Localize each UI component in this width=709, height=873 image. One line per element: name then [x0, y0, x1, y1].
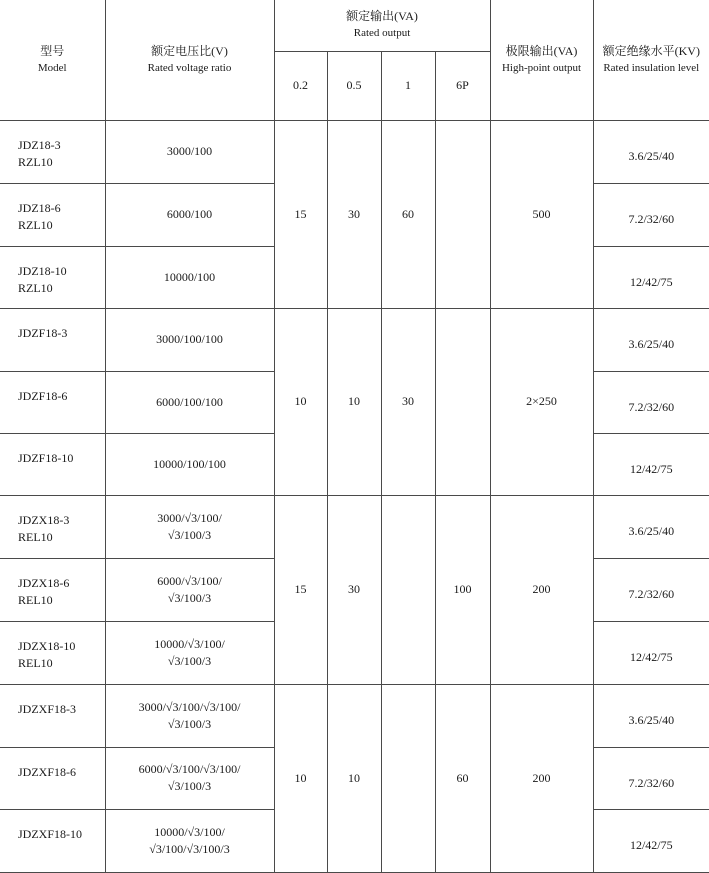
- ratio-cell: [105, 809, 274, 872]
- model-name: JDZF18-6: [18, 388, 68, 403]
- output-6p-cell: 60: [435, 684, 490, 872]
- output-0-5-cell: 30: [327, 120, 381, 308]
- output-1-cell: [381, 495, 435, 684]
- output-0-5-cell: 30: [327, 495, 381, 684]
- class-6p-header: 6P: [435, 51, 490, 120]
- table-row: [0, 120, 709, 183]
- model-cell: [0, 747, 105, 809]
- model-cell: [0, 495, 105, 558]
- output-header: [274, 0, 490, 51]
- model-name: JDZXF18-3: [18, 701, 77, 716]
- voltage-ratio: √3/100/3: [167, 527, 212, 542]
- model-cell: [0, 120, 105, 183]
- model-name: JDZXF18-10: [18, 826, 83, 841]
- ratio-header-zh: 额定电压比(V): [151, 43, 228, 58]
- model-cell: [0, 684, 105, 747]
- model-name: JDZ18-6: [18, 200, 61, 215]
- voltage-ratio: 3000/√3/100/: [157, 510, 222, 525]
- limit-header: [490, 0, 593, 120]
- model-name: REL10: [18, 655, 53, 670]
- ratio-cell: [105, 246, 274, 308]
- insulation-cell: 7.2/32/60: [593, 558, 709, 621]
- voltage-ratio: 3000/√3/100/√3/100/: [138, 699, 241, 714]
- output-header-en: Rated output: [353, 27, 411, 40]
- model-name: JDZ18-3: [18, 137, 61, 152]
- ratio-cell: [105, 558, 274, 621]
- ratio-cell: [105, 747, 274, 809]
- ratio-cell: [105, 433, 274, 495]
- table-row: [0, 684, 709, 747]
- ratio-cell: [105, 371, 274, 433]
- model-cell: [0, 433, 105, 495]
- limit-header-zh: 极限输出(VA): [505, 43, 578, 58]
- model-name: REL10: [18, 592, 53, 607]
- ratio-cell: [105, 495, 274, 558]
- insulation-header-zh: 额定绝缘水平(KV): [602, 43, 700, 58]
- insulation-cell: 7.2/32/60: [593, 371, 709, 433]
- model-cell: [0, 809, 105, 872]
- output-0-2-cell: 10: [274, 308, 327, 495]
- model-name: JDZX18-3: [18, 512, 70, 527]
- ratio-cell: [105, 621, 274, 684]
- model-cell: [0, 246, 105, 308]
- model-cell: [0, 371, 105, 433]
- model-name: JDZX18-10: [18, 638, 76, 653]
- model-name: RZL10: [18, 217, 53, 232]
- output-6p-cell: 100: [435, 495, 490, 684]
- output-0-5-cell: 10: [327, 308, 381, 495]
- model-cell: [0, 621, 105, 684]
- output-0-2-cell: 10: [274, 684, 327, 872]
- class-0-2-header: 0.2: [274, 51, 327, 120]
- output-0-5-cell: 10: [327, 684, 381, 872]
- spec-body: [0, 120, 709, 872]
- voltage-ratio: 6000/100/100: [156, 394, 223, 409]
- voltage-ratio: √3/100/3: [167, 590, 212, 605]
- voltage-ratio: 10000/√3/100/: [154, 824, 225, 839]
- class-1-header: 1: [381, 51, 435, 120]
- limit-header-en: High-point output: [501, 61, 582, 74]
- ratio-header-en: Rated voltage ratio: [147, 61, 232, 74]
- limit-output-cell: 500: [490, 120, 593, 308]
- limit-output-cell: 200: [490, 495, 593, 684]
- insulation-header: [593, 0, 709, 120]
- model-name: JDZ18-10: [18, 263, 67, 278]
- output-6p-cell: [435, 120, 490, 308]
- table-row: [0, 308, 709, 371]
- output-1-cell: 30: [381, 308, 435, 495]
- insulation-cell: 12/42/75: [593, 621, 709, 684]
- insulation-cell: 3.6/25/40: [593, 495, 709, 558]
- model-header: [0, 0, 105, 120]
- insulation-cell: 3.6/25/40: [593, 684, 709, 747]
- ratio-cell: [105, 183, 274, 246]
- output-6p-cell: [435, 308, 490, 495]
- voltage-ratio: √3/100/3: [167, 779, 212, 793]
- ratio-header: [105, 0, 274, 120]
- ratio-cell: [105, 120, 274, 183]
- insulation-cell: 12/42/75: [593, 809, 709, 872]
- insulation-header-en: Rated insulation level: [603, 61, 700, 74]
- limit-output-cell: 2×250: [490, 308, 593, 495]
- voltage-ratio: 6000/√3/100/: [157, 573, 222, 588]
- output-header-zh: 额定输出(VA): [346, 9, 418, 24]
- model-name: JDZXF18-6: [18, 764, 77, 779]
- model-header-en: Model: [37, 61, 67, 74]
- voltage-ratio: 6000/√3/100/√3/100/: [138, 762, 241, 776]
- insulation-cell: 12/42/75: [593, 433, 709, 495]
- model-cell: [0, 308, 105, 371]
- limit-output-cell: 200: [490, 684, 593, 872]
- model-name: RZL10: [18, 154, 53, 169]
- model-name: JDZX18-6: [18, 575, 70, 590]
- output-1-cell: 60: [381, 120, 435, 308]
- voltage-ratio: 10000/100: [163, 269, 216, 284]
- model-name: JDZF18-10: [18, 450, 74, 465]
- header-row-1: [0, 0, 709, 51]
- insulation-cell: 7.2/32/60: [593, 183, 709, 246]
- model-name: JDZF18-3: [18, 325, 68, 340]
- voltage-ratio: √3/100/3: [167, 716, 212, 731]
- model-name: REL10: [18, 529, 53, 544]
- output-0-2-cell: 15: [274, 120, 327, 308]
- voltage-ratio: 6000/100: [166, 207, 213, 221]
- model-cell: [0, 558, 105, 621]
- ratio-cell: [105, 308, 274, 371]
- voltage-ratio: √3/100/√3/100/3: [149, 841, 230, 856]
- table-row: [0, 495, 709, 558]
- ratio-cell: [105, 684, 274, 747]
- model-name: RZL10: [18, 280, 53, 295]
- class-0-5-header: 0.5: [327, 51, 381, 120]
- voltage-ratio: 3000/100: [166, 144, 213, 158]
- model-header-zh: 型号: [40, 43, 65, 58]
- model-cell: [0, 183, 105, 246]
- voltage-ratio: 10000/√3/100/: [154, 636, 225, 651]
- voltage-ratio: √3/100/3: [167, 653, 212, 668]
- voltage-ratio: 10000/100/100: [153, 456, 226, 471]
- insulation-cell: 3.6/25/40: [593, 308, 709, 371]
- insulation-cell: 12/42/75: [593, 246, 709, 308]
- voltage-ratio: 3000/100/100: [156, 332, 223, 346]
- output-1-cell: [381, 684, 435, 872]
- insulation-cell: 3.6/25/40: [593, 120, 709, 183]
- insulation-cell: 7.2/32/60: [593, 747, 709, 809]
- output-0-2-cell: 15: [274, 495, 327, 684]
